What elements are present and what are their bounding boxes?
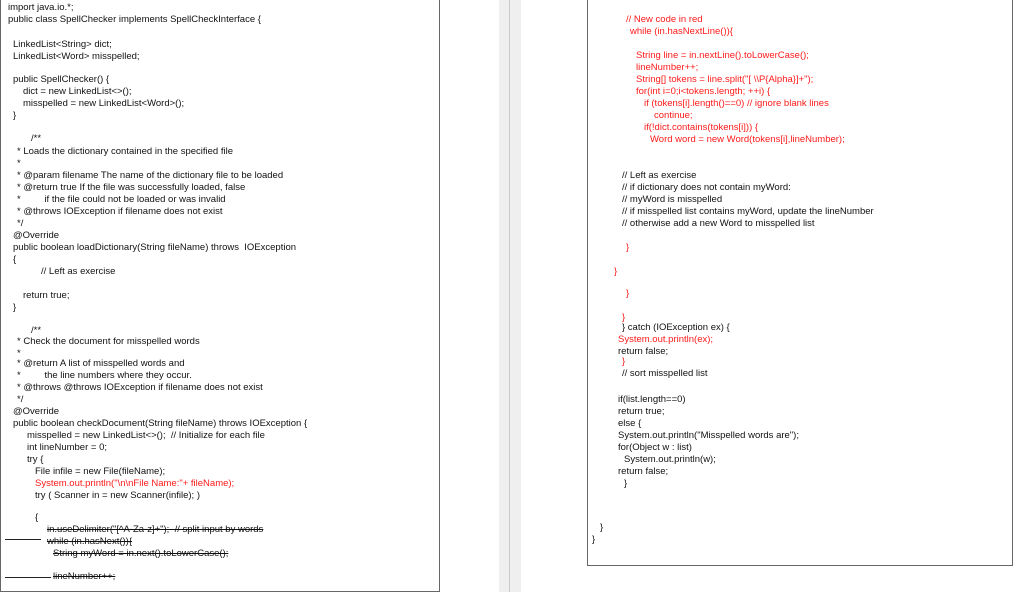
strike-mark bbox=[5, 577, 51, 578]
code-line: * bbox=[17, 158, 21, 169]
code-line: * @return true If the file was successfully loaded, false bbox=[17, 182, 246, 193]
code-line-new: System.out.println(ex); bbox=[618, 334, 714, 345]
code-line: import java.io.*; bbox=[8, 2, 74, 13]
code-line: } bbox=[600, 522, 604, 533]
code-line: for(Object w : list) bbox=[618, 442, 692, 453]
code-line: dict = new LinkedList<>(); bbox=[23, 86, 132, 97]
code-line: // myWord is misspelled bbox=[622, 194, 723, 205]
code-block-right bbox=[588, 0, 1012, 565]
code-line-new: } bbox=[626, 288, 630, 299]
code-line: @Override bbox=[13, 230, 60, 241]
code-line: * Loads the dictionary contained in the specified file bbox=[17, 146, 233, 157]
code-line: System.out.println(w); bbox=[624, 454, 716, 465]
code-line-struck: while (in.hasNext()){ bbox=[47, 536, 132, 547]
code-line: /** bbox=[31, 325, 42, 336]
code-line: */ bbox=[17, 218, 24, 229]
code-line: return false; bbox=[618, 466, 669, 477]
document-page-left bbox=[0, 0, 440, 592]
code-line: public boolean loadDictionary(String fileName) throws IOException bbox=[13, 242, 297, 253]
code-line: // Left as exercise bbox=[41, 266, 116, 277]
code-line-new: String line = in.nextLine().toLowerCase(); bbox=[636, 50, 809, 61]
code-line: return true; bbox=[23, 290, 70, 301]
code-line: public boolean checkDocument(String fileName) throws IOException { bbox=[13, 418, 308, 429]
code-line: public SpellChecker() { bbox=[13, 74, 110, 85]
code-line-new: String[] tokens = line.split("[ \\P{Alpha}]+"); bbox=[636, 74, 814, 85]
strike-mark bbox=[5, 539, 41, 540]
code-line-new: for(int i=0;i<tokens.length; ++i) { bbox=[636, 86, 771, 97]
code-line: misspelled = new LinkedList<>(); // Initialize for each file bbox=[27, 430, 265, 441]
code-line: // sort misspelled list bbox=[622, 368, 708, 379]
code-line-new: // New code in red bbox=[626, 14, 703, 25]
code-line: * @throws IOException if filename does not exist bbox=[17, 206, 223, 217]
code-line: /** bbox=[31, 133, 42, 144]
code-line: } catch (IOException ex) { bbox=[622, 322, 730, 333]
page-gutter-divider bbox=[509, 0, 510, 592]
code-line: return true; bbox=[618, 406, 665, 417]
code-line-new: System.out.println("\n\nFile Name:"+ fileName); bbox=[35, 478, 235, 489]
code-line: // if misspelled list contains myWord, update the lineNumber bbox=[622, 206, 874, 217]
code-line: try { bbox=[27, 454, 44, 465]
code-line-new: while (in.hasNextLine()){ bbox=[630, 26, 733, 37]
code-line-struck: lineNumber++; bbox=[53, 571, 116, 582]
code-line: LinkedList<String> dict; bbox=[13, 39, 112, 50]
code-line-new: if(!dict.contains(tokens[i])) { bbox=[644, 122, 759, 133]
code-line: * @throws @throws IOException if filename does not exist bbox=[17, 382, 263, 393]
code-line-struck: String myWord = in.next().toLowerCase(); bbox=[53, 548, 229, 559]
code-line: { bbox=[13, 254, 17, 265]
code-line: public class SpellChecker implements SpellCheckInterface { bbox=[8, 14, 261, 25]
code-line: @Override bbox=[13, 406, 60, 417]
code-line: else { bbox=[618, 418, 642, 429]
code-line: try ( Scanner in = new Scanner(infile); ) bbox=[35, 490, 200, 501]
code-line: * Check the document for misspelled words bbox=[17, 336, 200, 347]
code-line-new: } bbox=[622, 312, 626, 323]
code-line: // Left as exercise bbox=[622, 170, 697, 181]
code-line: { bbox=[35, 512, 39, 523]
page-gutter bbox=[499, 0, 521, 592]
code-line: * bbox=[17, 348, 21, 359]
code-line-new: if (tokens[i].length()==0) // ignore blank lines bbox=[644, 98, 829, 109]
code-line: // otherwise add a new Word to misspelled list bbox=[622, 218, 815, 229]
code-line: LinkedList<Word> misspelled; bbox=[13, 51, 140, 62]
code-line: } bbox=[624, 478, 628, 489]
code-line: // if dictionary does not contain myWord: bbox=[622, 182, 791, 193]
code-line-new: Word word = new Word(tokens[i],lineNumber); bbox=[650, 134, 845, 145]
code-line: * the line numbers where they occur. bbox=[17, 370, 192, 381]
code-line: System.out.println("Misspelled words are"); bbox=[618, 430, 799, 441]
code-line: } bbox=[13, 302, 17, 313]
code-line-struck: in.useDelimiter("[^A-Za-z]+"); // split input by words bbox=[47, 524, 264, 535]
code-block-left bbox=[1, 0, 439, 591]
code-line: if(list.length==0) bbox=[618, 394, 686, 405]
code-line-new: continue; bbox=[654, 110, 693, 121]
code-line: * @return A list of misspelled words and bbox=[17, 358, 185, 369]
code-line-new: } bbox=[622, 356, 626, 367]
code-line: int lineNumber = 0; bbox=[27, 442, 107, 453]
code-line-new: lineNumber++; bbox=[636, 62, 699, 73]
code-line: */ bbox=[17, 394, 24, 405]
code-line: File infile = new File(fileName); bbox=[35, 466, 166, 477]
code-line-new: } bbox=[626, 242, 630, 253]
code-line: * if the file could not be loaded or was invalid bbox=[17, 194, 226, 205]
code-line-new: } bbox=[614, 266, 618, 277]
code-line: } bbox=[13, 110, 17, 121]
code-line: misspelled = new LinkedList<Word>(); bbox=[23, 98, 185, 109]
code-line: return false; bbox=[618, 346, 669, 357]
code-line: * @param filename The name of the dictionary file to be loaded bbox=[17, 170, 284, 181]
document-page-right bbox=[587, 0, 1013, 566]
code-line: } bbox=[592, 534, 596, 545]
